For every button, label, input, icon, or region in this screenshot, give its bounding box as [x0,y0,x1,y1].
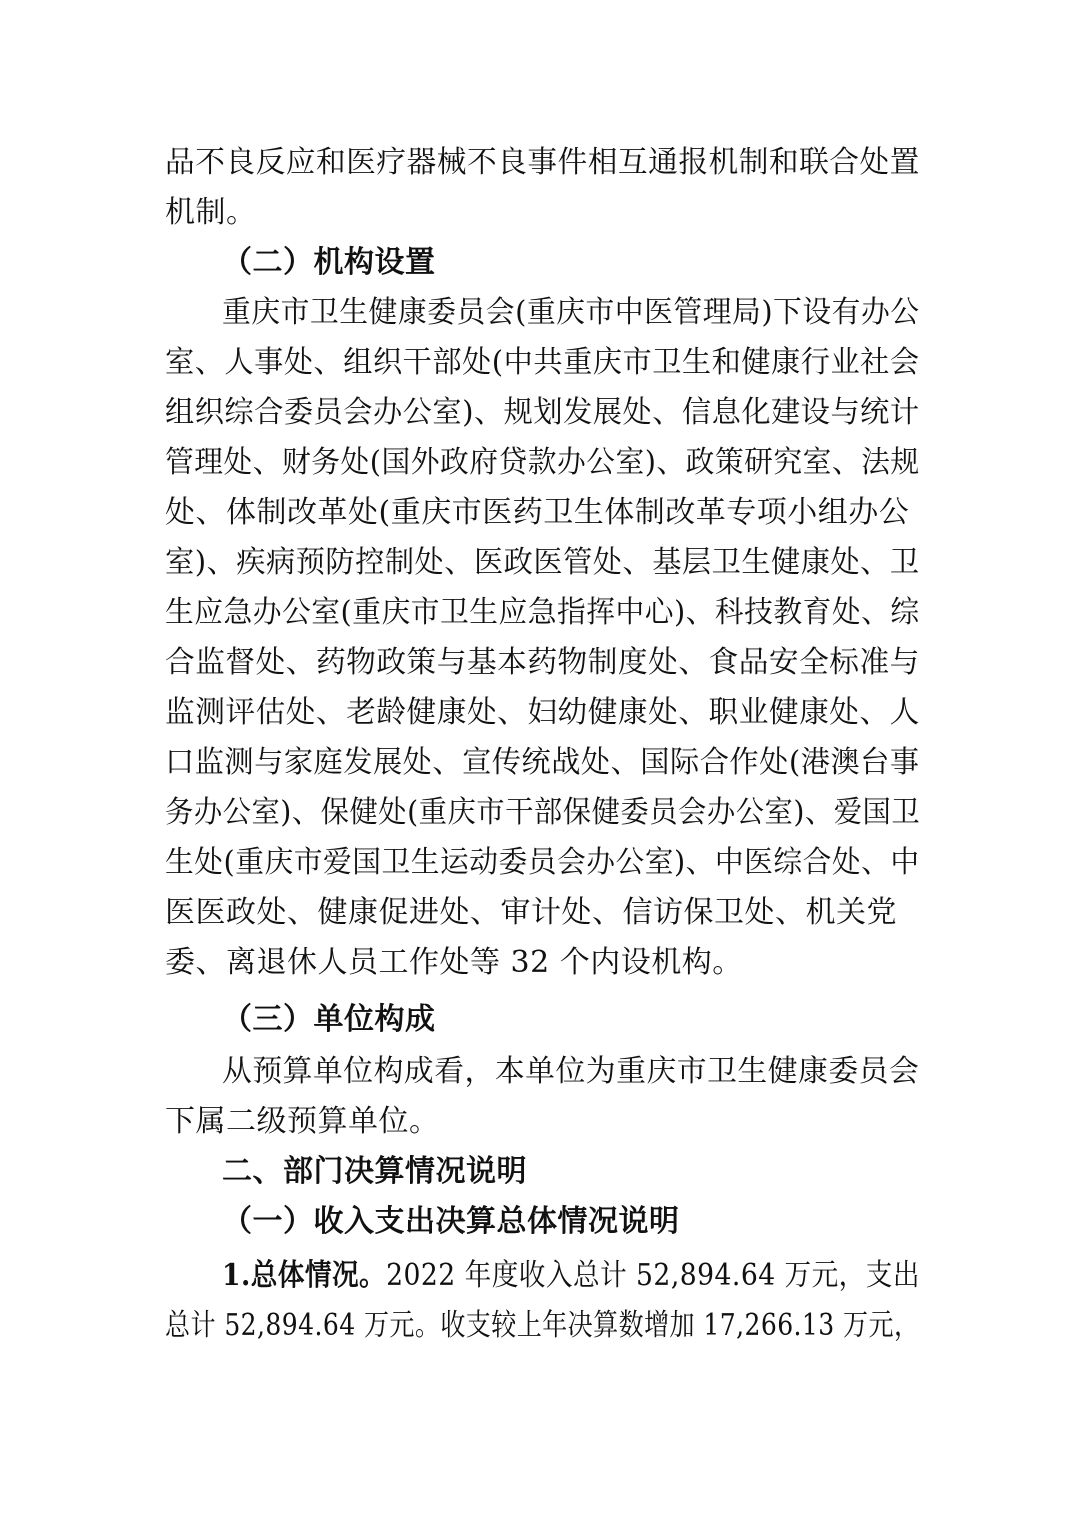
section-heading: （二）机构设置 [222,245,436,280]
paragraph-text: 2022 年度收入总计 52,894.64 万元，支出 [386,1258,920,1293]
section-heading: （三）单位构成 [222,1002,436,1037]
body-text-line: 合监督处、药物政策与基本药物制度处、食品安全标准与 [165,645,920,680]
section-heading: （一）收入支出决算总体情况说明 [222,1204,680,1239]
body-text-line: 生处(重庆市爱国卫生运动委员会办公室)、中医综合处、中 [165,845,920,880]
body-text-line: 组织综合委员会办公室)、规划发展处、信息化建设与统计 [165,395,920,430]
chapter-heading: 二、部门决算情况说明 [222,1154,527,1189]
body-text-line: 品不良反应和医疗器械不良事件相互通报机制和联合处置 [165,145,920,180]
body-text-line: 处、体制改革处(重庆市医药卫生体制改革专项小组办公 [165,495,910,530]
body-text-line: 务办公室)、保健处(重庆市干部保健委员会办公室)、爱国卫 [165,795,921,830]
body-text-line: 总计 52,894.64 万元。收支较上年决算数增加 17,266.13 万元， [165,1308,920,1343]
body-text-line: 口监测与家庭发展处、宣传统战处、国际合作处(港澳台事 [165,745,920,780]
body-text-line: 管理处、财务处(国外政府贷款办公室)、政策研究室、法规 [165,445,920,480]
body-text-line: 医医政处、健康促进处、审计处、信访保卫处、机关党 [165,895,897,930]
body-text-line: 室)、疾病预防控制处、医政医管处、基层卫生健康处、卫 [165,545,920,580]
paragraph-lead: 1.总体情况。 [222,1258,387,1293]
body-text-line: 委、离退休人员工作处等 32 个内设机构。 [165,945,743,980]
body-text-line: 机制。 [165,195,257,230]
body-text-line: 室、人事处、组织干部处(中共重庆市卫生和健康行业社会 [165,345,920,380]
body-text-line [222,1256,920,1296]
body-text-line: 下属二级预算单位。 [165,1104,440,1139]
body-text-line: 重庆市卫生健康委员会(重庆市中医管理局)下设有办公 [222,295,920,330]
body-text-line: 从预算单位构成看，本单位为重庆市卫生健康委员会 [222,1054,920,1089]
body-text-line: 监测评估处、老龄健康处、妇幼健康处、职业健康处、人 [165,695,920,730]
body-text-line: 生应急办公室(重庆市卫生应急指挥中心)、科技教育处、综 [165,595,920,630]
